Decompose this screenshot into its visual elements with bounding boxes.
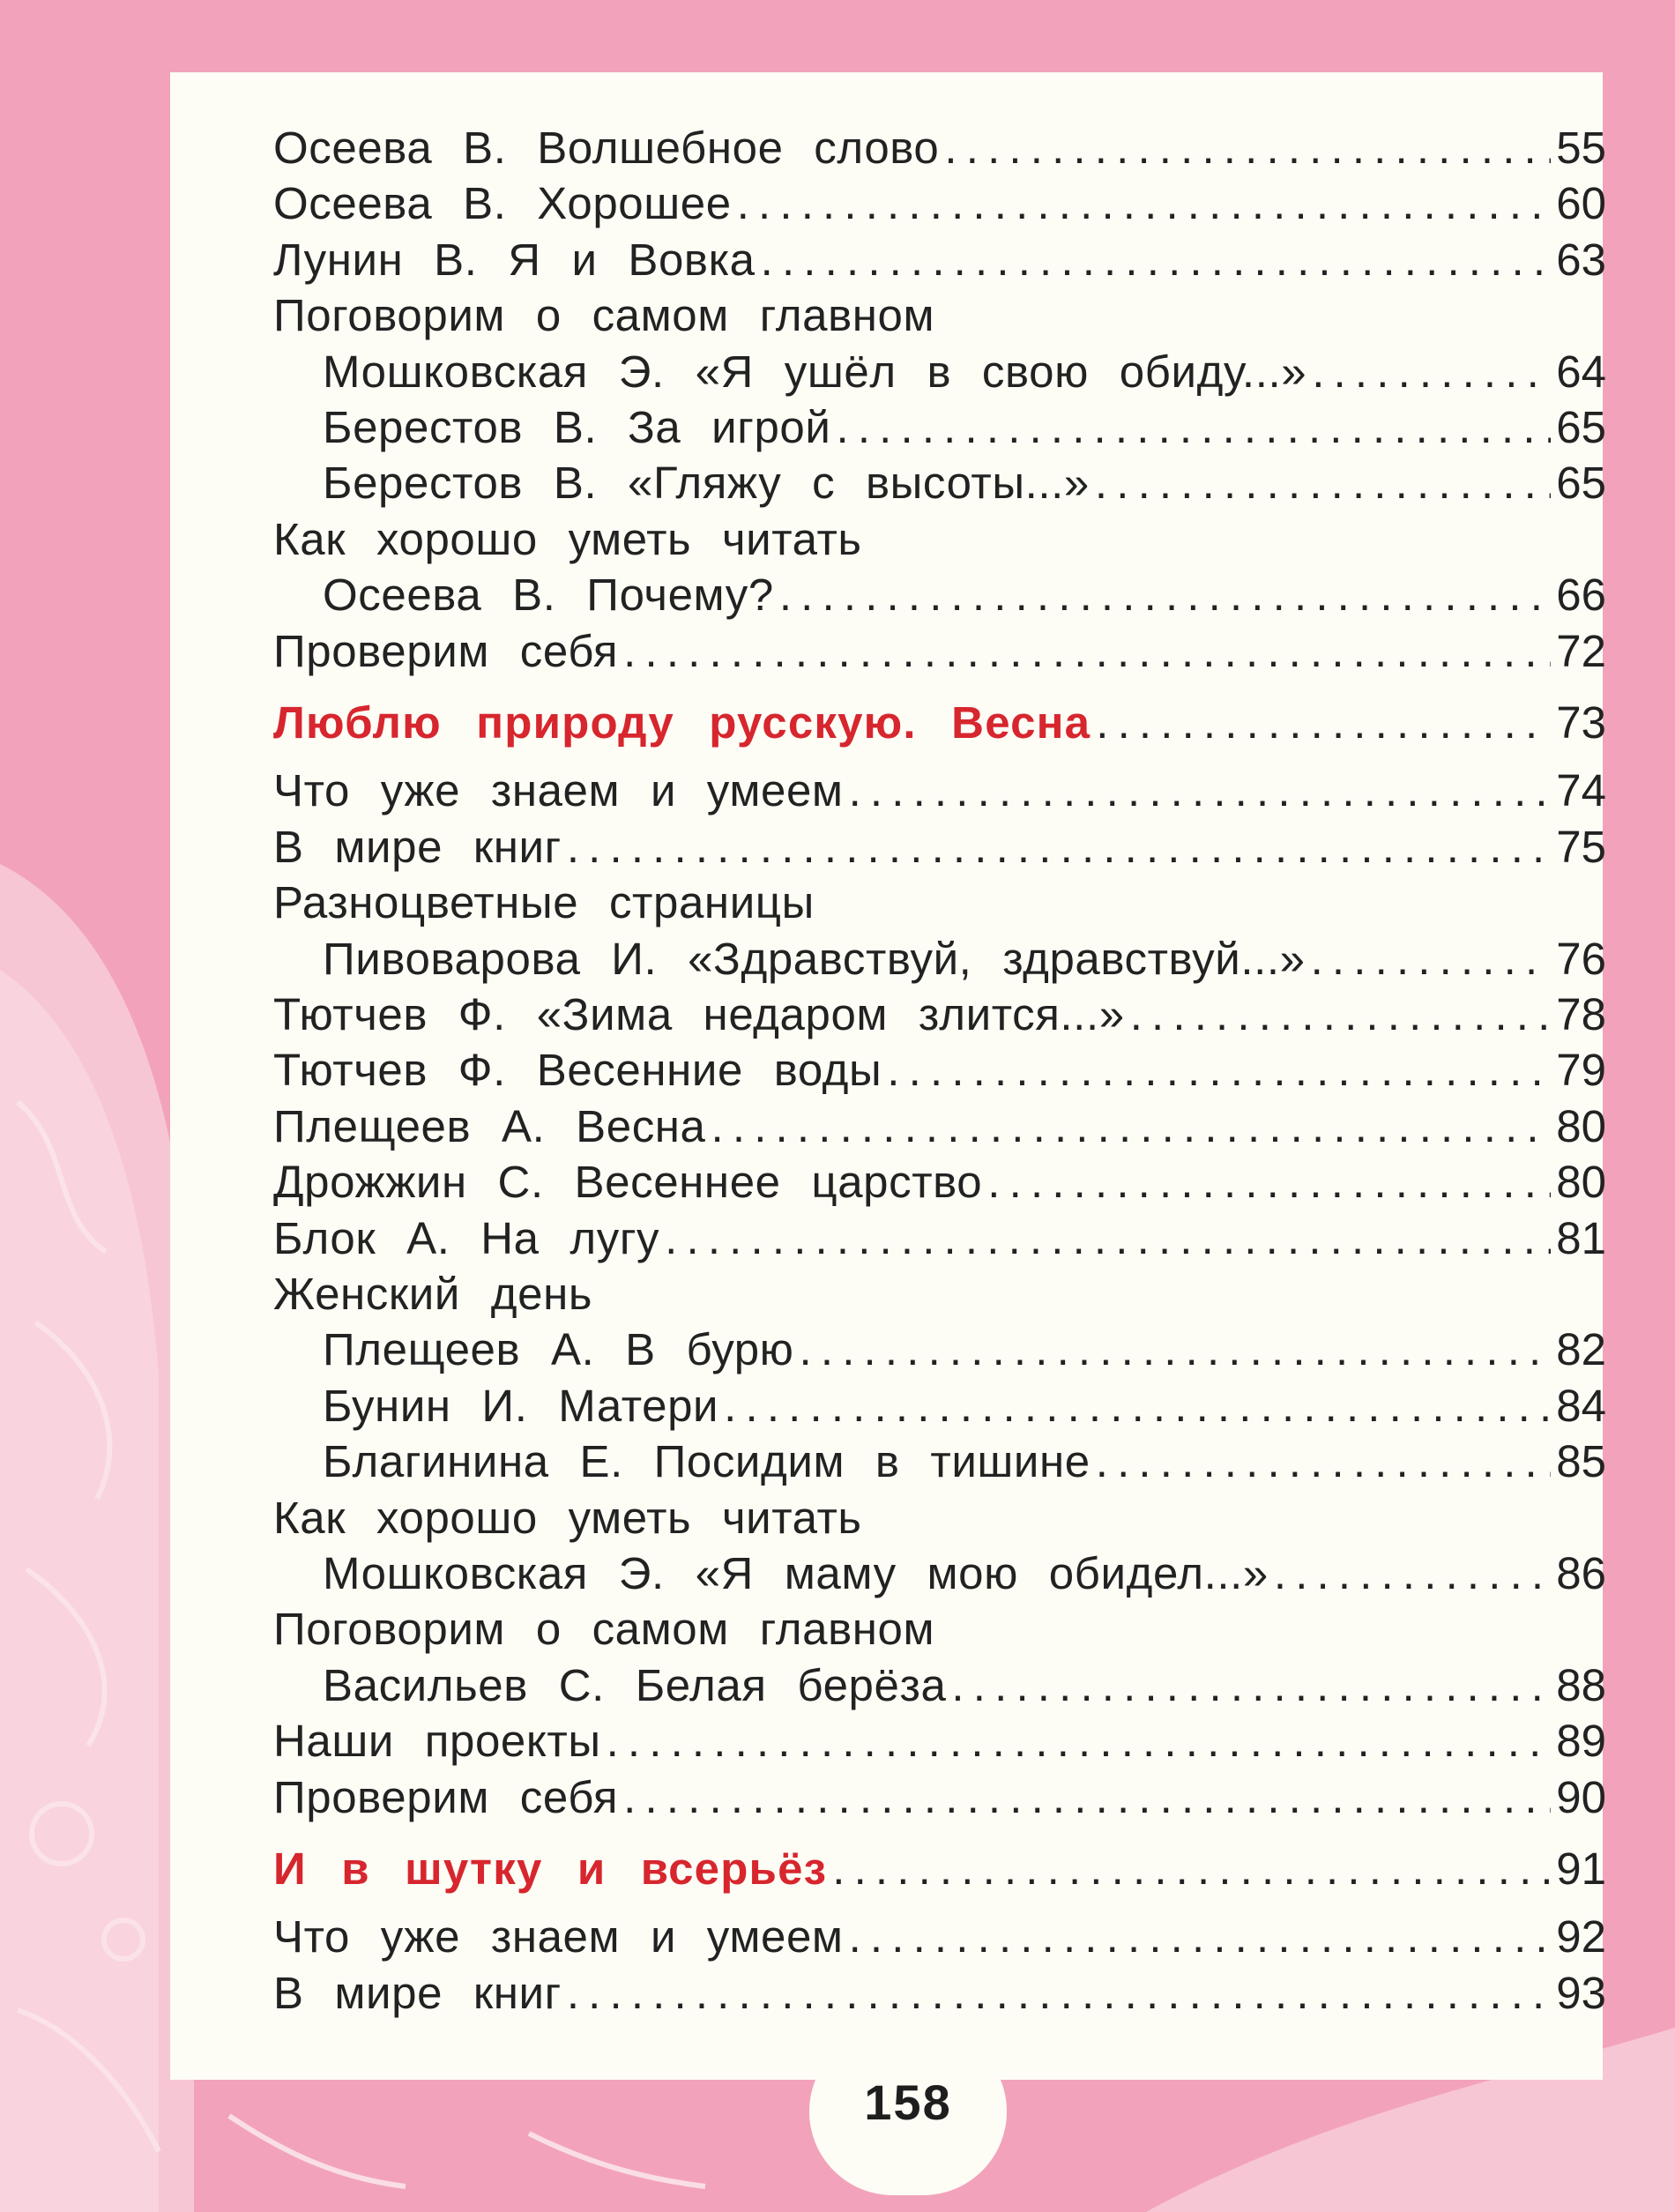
toc-entry-title: Плещеев А. Весна xyxy=(273,1101,706,1151)
toc-entry-title: Осеева В. Волшебное слово xyxy=(273,123,940,173)
toc-entry xyxy=(273,1154,1606,1210)
toc-entry-title: Наши проекты xyxy=(273,1716,601,1766)
toc-entry xyxy=(323,344,1606,400)
toc-entry xyxy=(323,1378,1606,1434)
toc-entry xyxy=(323,1434,1606,1490)
toc-entry-title: Поговорим о самом главном xyxy=(273,1604,935,1654)
toc-entry-title: Осеева В. Почему? xyxy=(323,570,774,620)
toc-entry-title: Люблю природу русскую. Весна xyxy=(273,697,1091,748)
toc-entry-page: 92 xyxy=(1556,1911,1606,1962)
toc-entry xyxy=(273,819,1606,875)
toc-entry-page: 55 xyxy=(1556,123,1606,173)
toc-dot-leader xyxy=(1311,931,1552,987)
toc-dot-leader xyxy=(567,819,1551,875)
toc-entry xyxy=(323,567,1606,623)
toc-entry-title: Разноцветные страницы xyxy=(273,877,815,927)
toc-group-title xyxy=(273,875,1606,931)
toc-entry xyxy=(323,455,1606,511)
toc-entry-page: 74 xyxy=(1556,765,1606,816)
toc-dot-leader xyxy=(761,232,1552,288)
toc-entry-title: Мошковская Э. «Я ушёл в свою обиду...» xyxy=(323,346,1307,397)
toc-entry xyxy=(273,1042,1606,1099)
toc-section-heading xyxy=(273,695,1606,751)
toc-entry-title: В мире книг xyxy=(273,1968,562,2018)
toc-entry-title: Мошковская Э. «Я маму мою обидел...» xyxy=(323,1548,1269,1598)
toc-entry xyxy=(273,175,1606,232)
toc-entry xyxy=(323,399,1606,456)
toc-entry xyxy=(323,1322,1606,1378)
toc-dot-leader xyxy=(849,1909,1552,1965)
toc-entry-title: Что уже знаем и умеем xyxy=(273,765,844,816)
toc-entry xyxy=(273,120,1606,176)
toc-dot-leader xyxy=(724,1378,1551,1434)
toc-entry-page: 75 xyxy=(1556,822,1606,872)
page-number: 158 xyxy=(864,2074,952,2130)
toc-dot-leader xyxy=(944,120,1551,176)
toc-dot-leader xyxy=(800,1322,1552,1378)
toc-dot-leader xyxy=(567,1965,1551,2022)
toc-entry-title: Васильев С. Белая берёза xyxy=(323,1660,947,1710)
toc-entry-page: 91 xyxy=(1556,1843,1606,1894)
toc-entry-page: 60 xyxy=(1556,178,1606,228)
toc-entry-page: 90 xyxy=(1556,1772,1606,1822)
toc-entry-page: 80 xyxy=(1556,1157,1606,1207)
toc-dot-leader xyxy=(665,1210,1551,1267)
toc-entry xyxy=(323,1545,1606,1602)
toc-section-heading xyxy=(273,1841,1606,1897)
toc-entry xyxy=(273,623,1606,680)
toc-entry-title: Как хорошо уметь читать xyxy=(273,1493,862,1543)
toc-entry xyxy=(273,1769,1606,1826)
toc-dot-leader xyxy=(623,623,1551,680)
toc-entry-page: 85 xyxy=(1556,1436,1606,1486)
toc-entry-title: Благинина Е. Посидим в тишине xyxy=(323,1436,1091,1486)
toc-entry-page: 93 xyxy=(1556,1968,1606,2018)
toc-entry-title: Что уже знаем и умеем xyxy=(273,1911,844,1962)
toc-entry-page: 76 xyxy=(1556,934,1606,984)
toc-dot-leader xyxy=(951,1657,1551,1714)
toc-entry-page: 66 xyxy=(1556,570,1606,620)
toc-entry xyxy=(273,1909,1606,1965)
toc-group-title xyxy=(273,1601,1606,1657)
toc-entry-page: 80 xyxy=(1556,1101,1606,1151)
toc-entry-title: Осеева В. Хорошее xyxy=(273,178,732,228)
toc-entry xyxy=(273,1210,1606,1267)
toc-entry-title: Тютчев Ф. Весенние воды xyxy=(273,1045,882,1095)
toc-dot-leader xyxy=(887,1042,1551,1099)
toc-entry-page: 82 xyxy=(1556,1324,1606,1374)
toc-entry xyxy=(273,987,1606,1043)
toc-entry-page: 88 xyxy=(1556,1660,1606,1710)
toc-group-title xyxy=(273,1490,1606,1546)
toc-dot-leader xyxy=(1274,1545,1551,1602)
toc-entry-title: И в шутку и всерьёз xyxy=(273,1843,828,1894)
toc-dot-leader xyxy=(987,1154,1551,1210)
toc-entry-title: Пивоварова И. «Здравствуй, здравствуй...» xyxy=(323,934,1306,984)
toc-entry-page: 86 xyxy=(1556,1548,1606,1598)
toc-entry-page: 64 xyxy=(1556,346,1606,397)
toc-entry-title: Блок А. На лугу xyxy=(273,1213,660,1263)
toc-entry-title: Проверим себя xyxy=(273,1772,619,1822)
toc-group-title xyxy=(273,511,1606,568)
toc-dot-leader xyxy=(737,175,1552,232)
toc-entry-page: 73 xyxy=(1556,697,1606,748)
toc-dot-leader xyxy=(607,1713,1552,1769)
toc-group-title xyxy=(273,287,1606,344)
toc-entry-title: Поговорим о самом главном xyxy=(273,290,935,340)
toc-entry-title: В мире книг xyxy=(273,822,562,872)
toc-entry-page: 79 xyxy=(1556,1045,1606,1095)
toc-entry-page: 72 xyxy=(1556,626,1606,676)
toc-entry-page: 78 xyxy=(1556,989,1606,1039)
toc-entry-title: Дрожжин С. Весеннее царство xyxy=(273,1157,983,1207)
toc-entry xyxy=(273,232,1606,288)
toc-entry-title: Бунин И. Матери xyxy=(323,1381,719,1431)
toc-entry xyxy=(273,763,1606,819)
toc-entry-title: Проверим себя xyxy=(273,626,619,676)
toc-entry-page: 81 xyxy=(1556,1213,1606,1263)
toc-entry-title: Берестов В. За игрой xyxy=(323,402,831,452)
toc-group-title xyxy=(273,1266,1606,1322)
toc-dot-leader xyxy=(1096,695,1551,751)
toc-entry xyxy=(323,931,1606,987)
toc-entry-page: 65 xyxy=(1556,402,1606,452)
toc-entry-page: 84 xyxy=(1556,1381,1606,1431)
toc-dot-leader xyxy=(779,567,1551,623)
toc-dot-leader xyxy=(832,1841,1551,1897)
toc-entry-page: 89 xyxy=(1556,1716,1606,1766)
toc-entry-title: Берестов В. «Гляжу с высоты...» xyxy=(323,458,1090,508)
toc-dot-leader xyxy=(1312,344,1551,400)
toc-dot-leader xyxy=(836,399,1551,456)
toc-dot-leader xyxy=(623,1769,1551,1826)
toc-entry xyxy=(273,1713,1606,1769)
toc-entry-title: Как хорошо уметь читать xyxy=(273,514,862,564)
toc-entry xyxy=(273,1099,1606,1155)
toc-dot-leader xyxy=(1095,455,1551,511)
toc-entry-title: Плещеев А. В бурю xyxy=(323,1324,794,1374)
toc-entry xyxy=(323,1657,1606,1714)
toc-entry-page: 65 xyxy=(1556,458,1606,508)
toc-dot-leader xyxy=(1130,987,1552,1043)
toc-dot-leader xyxy=(849,763,1552,819)
toc-entry xyxy=(273,1965,1606,2022)
toc-dot-leader xyxy=(1096,1434,1552,1490)
toc-dot-leader xyxy=(711,1099,1552,1155)
toc-entry-title: Женский день xyxy=(273,1269,593,1319)
toc-entry-title: Тютчев Ф. «Зима недаром злится...» xyxy=(273,989,1125,1039)
toc-entry-title: Лунин В. Я и Вовка xyxy=(273,235,756,285)
toc-entry-page: 63 xyxy=(1556,235,1606,285)
